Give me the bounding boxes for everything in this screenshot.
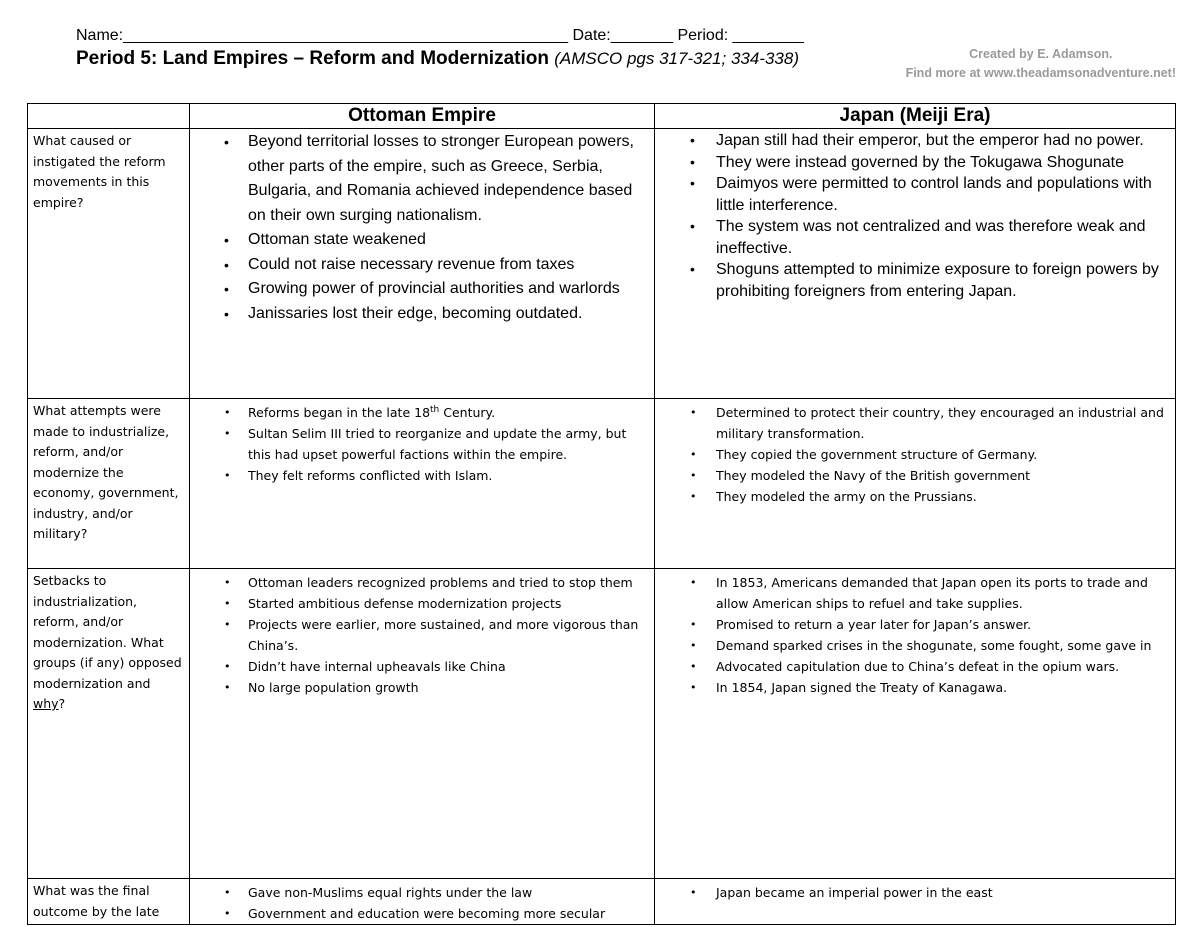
japan-answer-cell[interactable]	[655, 129, 1176, 399]
question-cell: What caused or instigated the reform movements in this empire?	[28, 129, 190, 399]
list-item: • The system was not centralized and was therefore weak and ineffective.	[655, 216, 1175, 259]
ottoman-answer-cell[interactable]	[190, 129, 655, 399]
list-item: • Sultan Selim III tried to reorganize and update the army, but this had upset powerful factions within the empire.	[190, 423, 654, 465]
list-item: • Growing power of provincial authorities and warlords	[190, 277, 654, 302]
list-item: • In 1854, Japan signed the Treaty of Kanagawa.	[655, 677, 1175, 698]
list-item: • Ottoman state weakened	[190, 228, 654, 253]
list-item: • Didn’t have internal upheavals like China	[190, 656, 654, 677]
ottoman-answer-cell[interactable]	[190, 879, 655, 925]
list-item: • Determined to protect their country, they encouraged an industrial and military transformation.	[655, 402, 1175, 444]
question-text: Setbacks to industrialization, reform, and/or modernization. What groups (if any) opposed modernization and	[33, 573, 182, 691]
japan-column-header: Japan (Meiji Era)	[655, 104, 1176, 129]
list-item: • Janissaries lost their edge, becoming outdated.	[190, 302, 654, 327]
list-item: • Could not raise necessary revenue from taxes	[190, 253, 654, 278]
question-underlined-word: why	[33, 696, 59, 711]
list-item: • Daimyos were permitted to control lands and populations with little interference.	[655, 173, 1175, 216]
ottoman-answer-cell[interactable]	[190, 569, 655, 879]
list-item: • Projects were earlier, more sustained, and more vigorous than China’s.	[190, 614, 654, 656]
table-row-attempts	[28, 399, 1176, 569]
ottoman-answer-cell[interactable]	[190, 399, 655, 569]
list-item-text-end: Century.	[439, 405, 496, 420]
list-item: • They copied the government structure of Germany.	[655, 444, 1175, 465]
list-item: • Promised to return a year later for Japan’s answer.	[655, 614, 1175, 635]
worksheet-title	[76, 48, 799, 70]
question-end: ?	[58, 696, 66, 711]
list-item: • They were instead governed by the Tokugawa Shogunate	[655, 152, 1175, 174]
table-row-causes	[28, 129, 1176, 399]
credit-block	[906, 45, 1176, 83]
japan-answer-cell[interactable]	[655, 399, 1176, 569]
list-item: • Gave non-Muslims equal rights under the law	[190, 882, 654, 903]
list-item: • Shoguns attempted to minimize exposure to foreign powers by prohibiting foreigners from entering Japan.	[655, 259, 1175, 302]
table-row-outcome	[28, 879, 1176, 925]
title-text: Period 5: Land Empires – Reform and Modernization	[76, 48, 549, 69]
list-item: • No large population growth	[190, 677, 654, 698]
name-date-period-line[interactable]: Name:__________________________________________________ Date:_______ Period: ________	[76, 27, 804, 44]
question-cell: What was the final outcome by the late	[28, 879, 190, 925]
list-item: • Ottoman leaders recognized problems and tried to stop them	[190, 572, 654, 593]
ordinal-suffix: th	[430, 404, 440, 415]
list-item: • In 1853, Americans demanded that Japan open its ports to trade and allow American ships to refuel and take supplies.	[655, 572, 1175, 614]
empty-header-cell	[28, 104, 190, 129]
list-item	[190, 402, 654, 423]
credit-website[interactable]: Find more at www.theadamsonadventure.net!	[905, 66, 1176, 80]
question-cell	[28, 569, 190, 879]
question-cell: What attempts were made to industrialize, reform, and/or modernize the economy, government, industry, and/or military?	[28, 399, 190, 569]
list-item: • Started ambitious defense modernization projects	[190, 593, 654, 614]
ottoman-column-header: Ottoman Empire	[190, 104, 655, 129]
list-item: • They modeled the army on the Prussians.	[655, 486, 1175, 507]
credit-author: Created by E. Adamson.	[969, 47, 1113, 61]
list-item-text: Reforms began in the late 18	[248, 405, 431, 420]
comparison-table	[27, 103, 1176, 925]
list-item: • Japan became an imperial power in the east	[655, 882, 1175, 903]
list-item: • Beyond territorial losses to stronger European powers, other parts of the empire, such as Greece, Serbia, Bulgaria, and Romania achieved independence based on their own surging nationalism.	[190, 130, 654, 228]
list-item: • Japan still had their emperor, but the emperor had no power.	[655, 130, 1175, 152]
list-item: • They modeled the Navy of the British government	[655, 465, 1175, 486]
reference-text: (AMSCO pgs 317-321; 334-338)	[554, 49, 799, 68]
list-item: • Government and education were becoming more secular	[190, 903, 654, 924]
list-item: • Advocated capitulation due to China’s defeat in the opium wars.	[655, 656, 1175, 677]
header-row	[28, 104, 1176, 129]
list-item: • Demand sparked crises in the shogunate, some fought, some gave in	[655, 635, 1175, 656]
list-item: • They felt reforms conflicted with Islam.	[190, 465, 654, 486]
japan-answer-cell[interactable]	[655, 879, 1176, 925]
japan-answer-cell[interactable]	[655, 569, 1176, 879]
table-row-setbacks	[28, 569, 1176, 879]
